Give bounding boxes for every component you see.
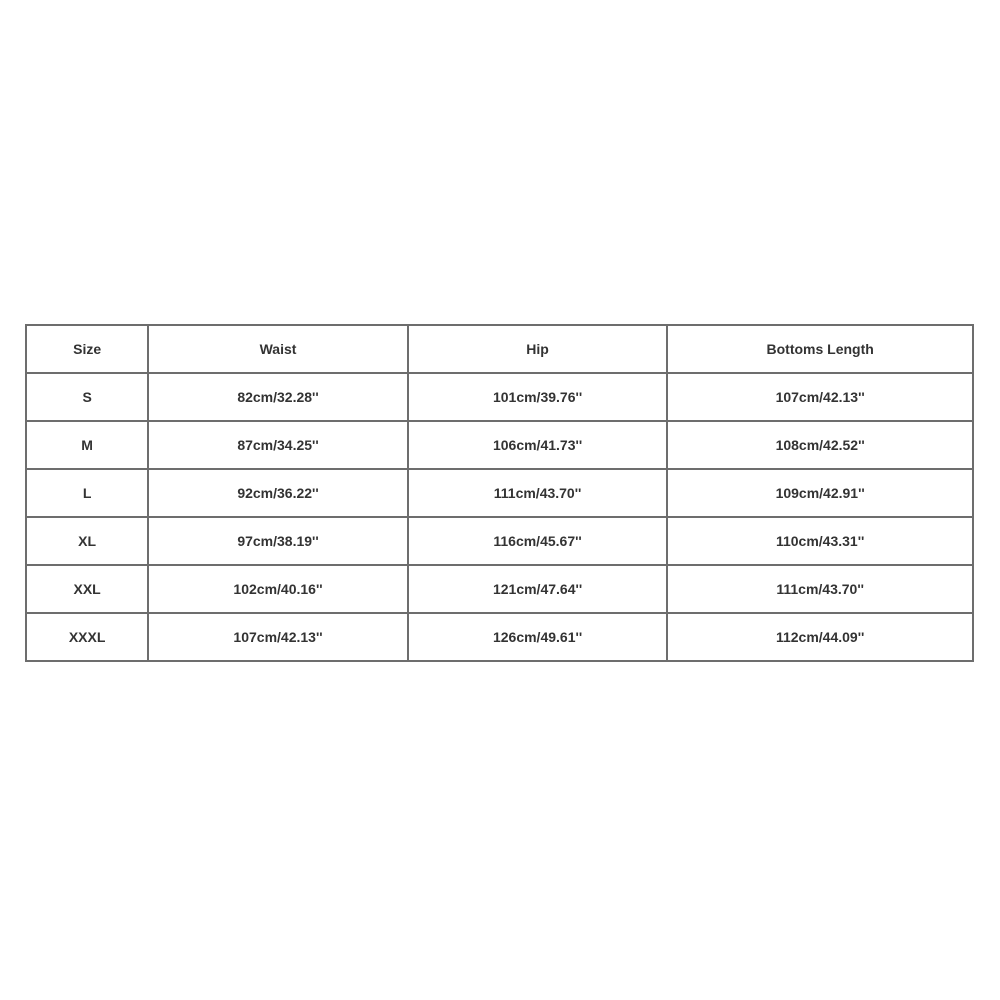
table-row [26, 373, 973, 421]
cell-size: XL [26, 517, 148, 565]
table-row [26, 613, 973, 661]
cell-hip: 101cm/39.76'' [408, 373, 668, 421]
table-row [26, 421, 973, 469]
cell-waist: 102cm/40.16'' [148, 565, 408, 613]
header-size: Size [26, 325, 148, 373]
table-row [26, 469, 973, 517]
cell-bottoms-length: 112cm/44.09'' [667, 613, 973, 661]
cell-hip: 116cm/45.67'' [408, 517, 668, 565]
cell-waist: 92cm/36.22'' [148, 469, 408, 517]
cell-hip: 111cm/43.70'' [408, 469, 668, 517]
cell-size: M [26, 421, 148, 469]
header-bottoms-length: Bottoms Length [667, 325, 973, 373]
cell-size: XXL [26, 565, 148, 613]
cell-size: XXXL [26, 613, 148, 661]
size-chart-table [25, 324, 974, 662]
cell-waist: 107cm/42.13'' [148, 613, 408, 661]
cell-size: L [26, 469, 148, 517]
header-hip: Hip [408, 325, 668, 373]
cell-waist: 97cm/38.19'' [148, 517, 408, 565]
cell-hip: 106cm/41.73'' [408, 421, 668, 469]
cell-bottoms-length: 111cm/43.70'' [667, 565, 973, 613]
table-header-row [26, 325, 973, 373]
cell-size: S [26, 373, 148, 421]
cell-bottoms-length: 108cm/42.52'' [667, 421, 973, 469]
cell-bottoms-length: 110cm/43.31'' [667, 517, 973, 565]
cell-bottoms-length: 109cm/42.91'' [667, 469, 973, 517]
cell-waist: 82cm/32.28'' [148, 373, 408, 421]
cell-hip: 126cm/49.61'' [408, 613, 668, 661]
header-waist: Waist [148, 325, 408, 373]
cell-waist: 87cm/34.25'' [148, 421, 408, 469]
table-row [26, 565, 973, 613]
table-row [26, 517, 973, 565]
cell-hip: 121cm/47.64'' [408, 565, 668, 613]
cell-bottoms-length: 107cm/42.13'' [667, 373, 973, 421]
